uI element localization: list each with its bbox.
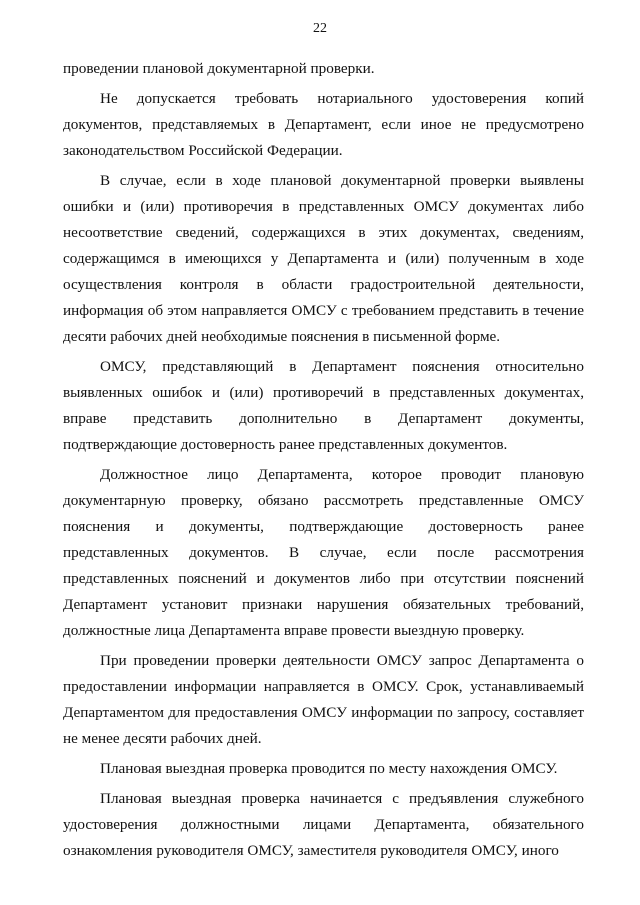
page-number: 22: [313, 21, 327, 36]
paragraph: Плановая выездная проверка проводится по месту нахождения ОМСУ.: [100, 760, 558, 777]
paragraph: В случае, если в ходе плановой документарной проверки выявлены ошибки и (или) противоречия в представленных ОМСУ документах либо несоответствие сведений, содержащихся в этих документах, сведениям, содержащимся в имеющихся у Департамента и (или) полученным в ходе осуществления контроля в области градостроительной деятельности, информация об этом направляется ОМСУ с требованием представить в течение десяти рабочих дней необходимые пояснения в письменной форме.: [63, 172, 584, 345]
document-body: [63, 56, 584, 868]
paragraph: Должностное лицо Департамента, которое проводит плановую документарную проверку, обязано рассмотреть представленные ОМСУ пояснения и документы, подтверждающие достоверность ранее представленных документов. В случае, если после рассмотрения представленных пояснений и документов либо при отсутствии пояснений Департамент установит признаки нарушения обязательных требований, должностные лица Департамента вправе провести выездную проверку.: [63, 466, 584, 639]
paragraph: Не допускается требовать нотариального удостоверения копий документов, представляемых в Департамент, если иное не предусмотрено законодательством Российской Федерации.: [63, 90, 584, 159]
paragraph: При проведении проверки деятельности ОМСУ запрос Департамента о предоставлении информации направляется в ОМСУ. Срок, устанавливаемый Департаментом для предоставления ОМСУ информации по запросу, составляет не менее десяти рабочих дней.: [63, 652, 584, 747]
paragraph: Плановая выездная проверка начинается с предъявления служебного удостоверения должностными лицами Департамента, обязательного ознакомления руководителя ОМСУ, заместителя руководителя ОМСУ, иного: [63, 790, 584, 859]
paragraph: ОМСУ, представляющий в Департамент пояснения относительно выявленных ошибок и (или) противоречий в представленных документах, вправе представить дополнительно в Департамент документы, подтверждающие достоверность ранее представленных документов.: [63, 358, 584, 453]
paragraph: проведении плановой документарной проверки.: [63, 60, 375, 77]
